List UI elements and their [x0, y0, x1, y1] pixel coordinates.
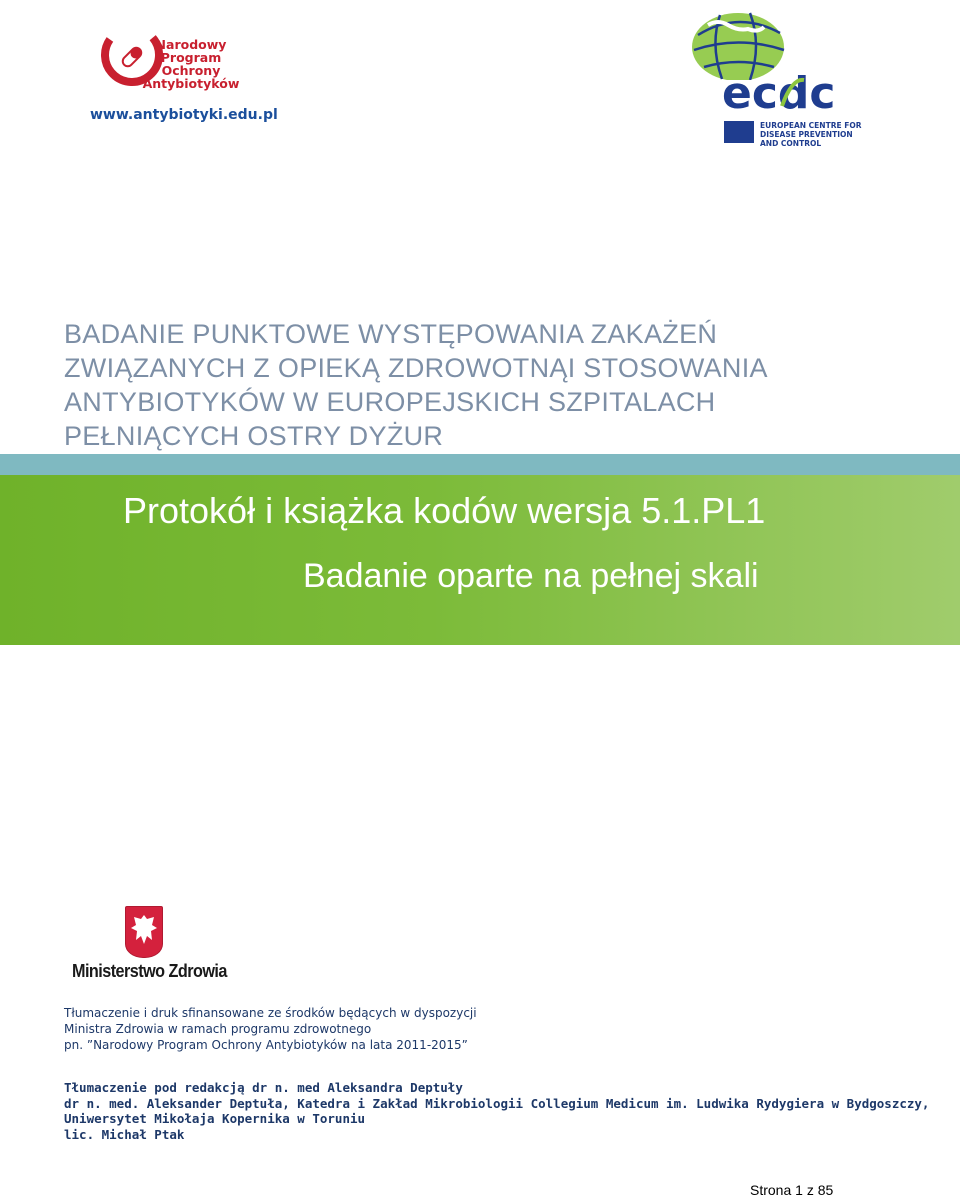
- npoa-line: Program: [160, 50, 222, 65]
- ecdc-wordmark: [722, 68, 852, 116]
- credit-line: Tłumaczenie pod redakcją dr n. med Aleksandra Deptuły: [64, 1080, 463, 1095]
- title-line: PEŁNIĄCYCH OSTRY DYŻUR: [64, 421, 444, 451]
- polish-eagle-icon: [125, 906, 163, 958]
- funding-line: pn. ”Narodowy Program Ochrony Antybiotyków na lata 2011-2015”: [64, 1038, 468, 1052]
- protocol-title: Protokół i książka kodów wersja 5.1.PL1: [123, 490, 766, 531]
- document-title: [64, 317, 944, 453]
- funding-line: Ministra Zdrowia w ramach programu zdrowotnego: [64, 1022, 372, 1036]
- protocol-subtitle: Badanie oparte na pełnej skali: [303, 557, 759, 595]
- teal-divider: [0, 454, 960, 475]
- title-line: ZWIĄZANYCH Z OPIEKĄ ZDROWOTNĄI STOSOWANIA: [64, 353, 768, 383]
- ecdc-subtitle-line: EUROPEAN CENTRE FOR: [760, 121, 862, 130]
- page-number: Strona 1 z 85: [750, 1182, 834, 1198]
- title-line: ANTYBIOTYKÓW W EUROPEJSKICH SZPITALACH: [64, 387, 716, 417]
- ministry-name: Ministerstwo Zdrowia: [72, 961, 227, 981]
- funding-note: [64, 1005, 477, 1053]
- ecdc-subtitle-line: DISEASE PREVENTION: [760, 130, 853, 139]
- credit-line: Uniwersytet Mikołaja Kopernika w Toruniu: [64, 1111, 366, 1126]
- website-link[interactable]: www.antybiotyki.edu.pl: [90, 107, 278, 123]
- npoa-logo-text: [136, 38, 246, 90]
- translation-credits: [64, 1080, 929, 1142]
- funding-line: Tłumaczenie i druk sfinansowane ze środków będących w dyspozycji: [64, 1006, 477, 1020]
- ecdc-subtitle: [760, 121, 861, 148]
- credit-line: lic. Michał Ptak: [64, 1126, 185, 1142]
- title-line: BADANIE PUNKTOWE WYSTĘPOWANIA ZAKAŻEŃ: [64, 319, 718, 349]
- npoa-line: Ochrony: [161, 63, 221, 78]
- credit-line: dr n. med. Aleksander Deptuła, Katedra i Zakład Mikrobiologii Collegium Medicum im. Ludwika Rydygiera w Bydgoszczy,: [64, 1095, 930, 1111]
- npoa-line: Antybiotyków: [142, 76, 240, 91]
- ecdc-subtitle-line: AND CONTROL: [760, 139, 822, 148]
- npoa-line: Narodowy: [155, 37, 227, 52]
- eu-flag-icon: [724, 121, 754, 143]
- ecdc-wordmark-text: ecdc: [722, 68, 836, 116]
